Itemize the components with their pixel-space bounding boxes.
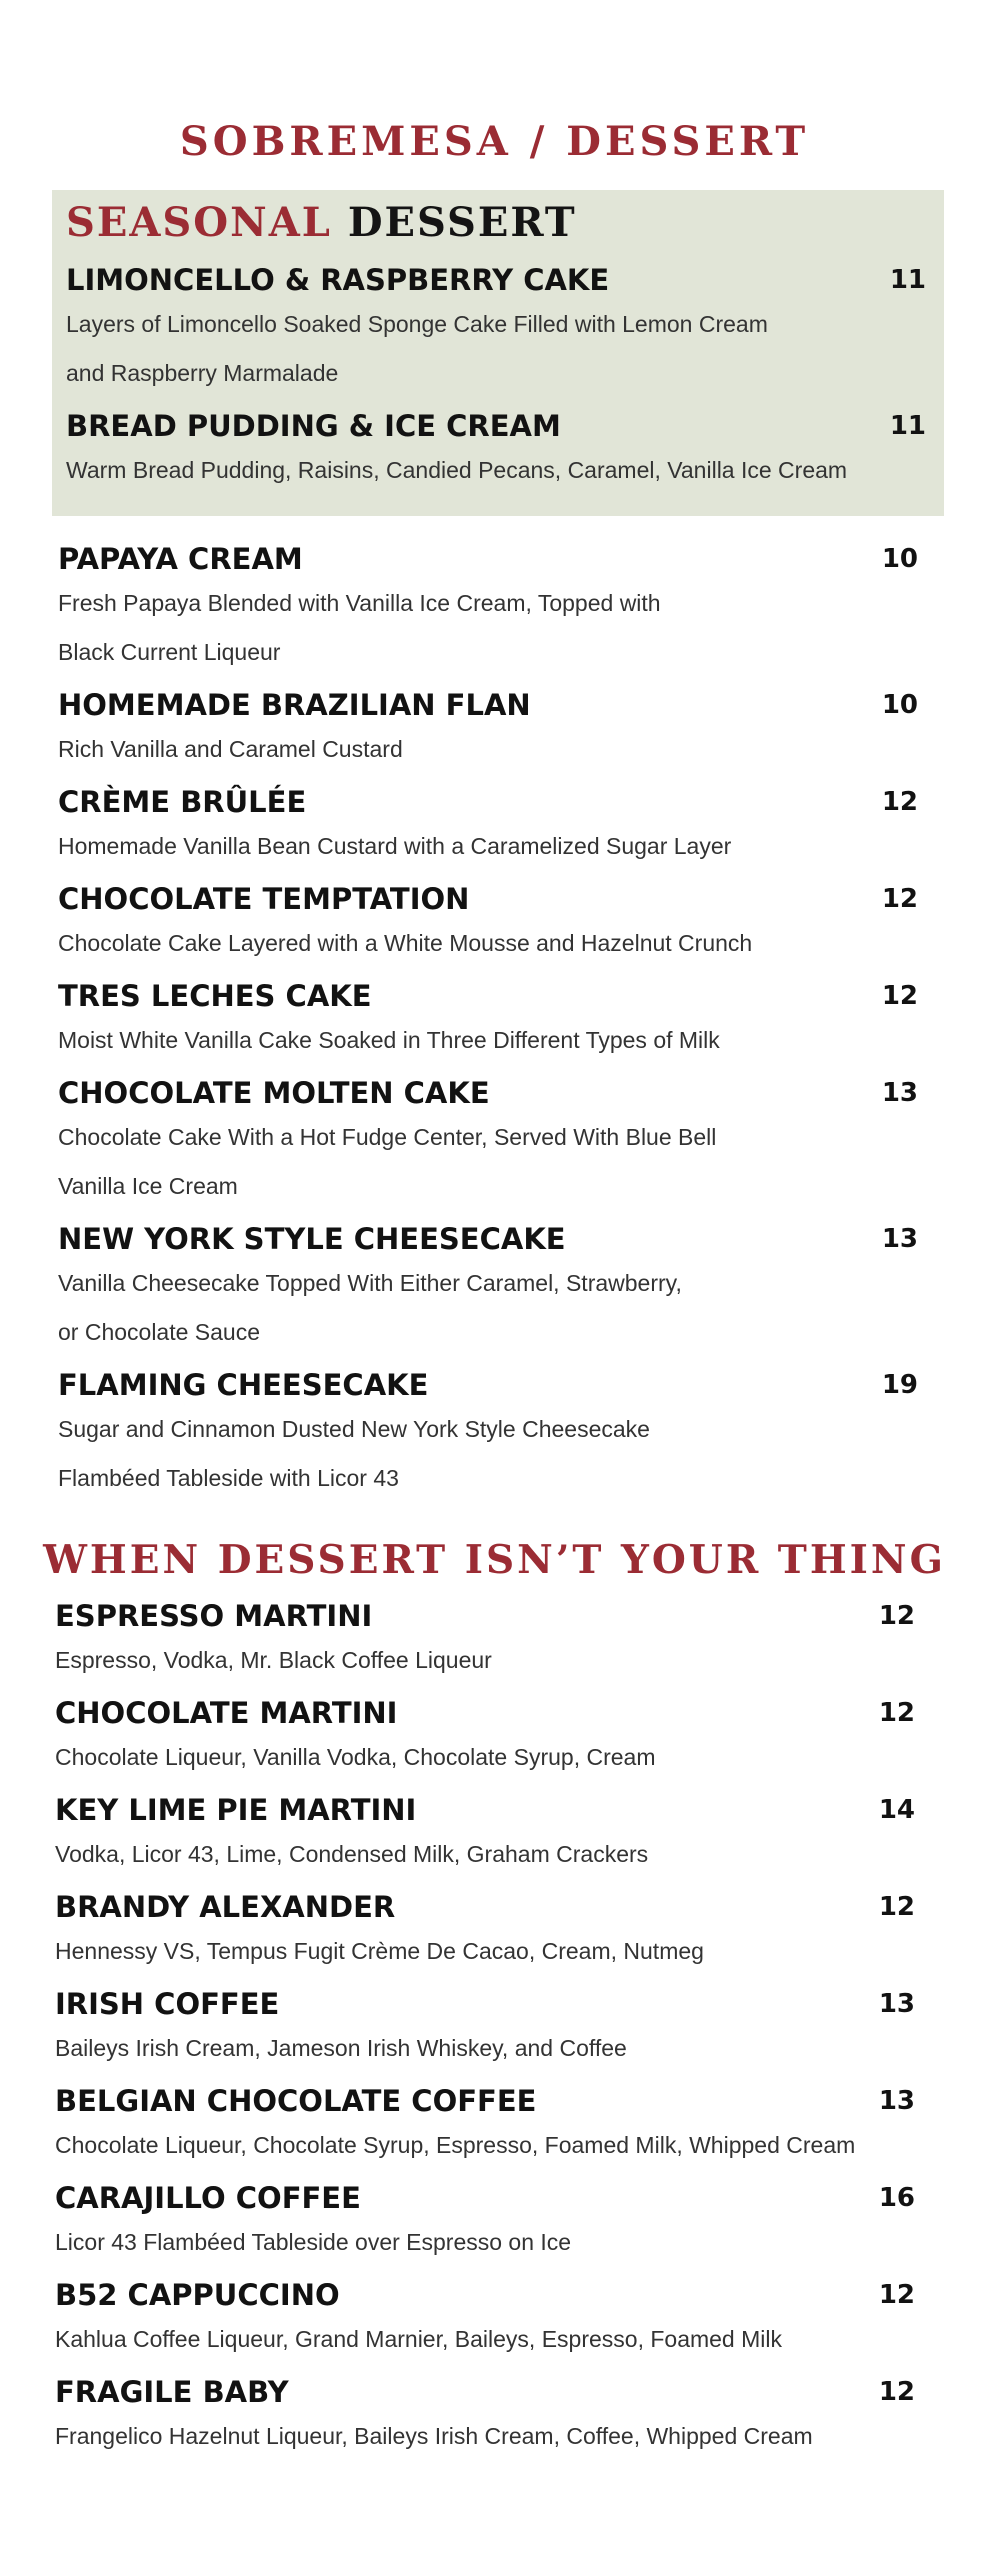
dessert-item-description: or Chocolate Sauce — [58, 1319, 261, 1345]
drink-item-price: 14 — [878, 1795, 915, 1825]
dessert-item-description: Vanilla Cheesecake Topped With Either Caramel, Strawberry, — [58, 1270, 682, 1296]
dessert-item-description: Flambéed Tableside with Licor 43 — [58, 1465, 399, 1491]
drink-item-name: FRAGILE BABY — [55, 2375, 289, 2409]
drink-item-description: Vodka, Licor 43, Lime, Condensed Milk, Graham Crackers — [55, 1841, 649, 1867]
dessert-item-description: Homemade Vanilla Bean Custard with a Caramelized Sugar Layer — [58, 833, 732, 859]
drink-item-price: 13 — [878, 1989, 915, 2019]
dessert-item-price: 13 — [881, 1224, 918, 1254]
seasonal-panel — [52, 190, 944, 516]
dessert-item-description: Sugar and Cinnamon Dusted New York Style Cheesecake — [58, 1416, 650, 1442]
drink-item-price: 12 — [878, 2280, 915, 2310]
seasonal-item-description: Warm Bread Pudding, Raisins, Candied Pecans, Caramel, Vanilla Ice Cream — [66, 457, 848, 483]
drink-item-name: KEY LIME PIE MARTINI — [55, 1793, 417, 1827]
dessert-item-name: CRÈME BRÛLÉE — [58, 785, 307, 819]
dessert-item-description: Chocolate Cake With a Hot Fudge Center, Served With Blue Bell — [58, 1124, 717, 1150]
drink-item-description: Chocolate Liqueur, Vanilla Vodka, Chocolate Syrup, Cream — [55, 1744, 656, 1770]
drink-item-description: Chocolate Liqueur, Chocolate Syrup, Espresso, Foamed Milk, Whipped Cream — [55, 2132, 856, 2158]
seasonal-item-description: Layers of Limoncello Soaked Sponge Cake Filled with Lemon Cream — [66, 311, 768, 337]
drink-item-description: Licor 43 Flambéed Tableside over Espresso on Ice — [55, 2229, 572, 2255]
page-title: SOBREMESA / DESSERT — [179, 118, 810, 165]
dessert-item-price: 13 — [881, 1078, 918, 1108]
drink-item-price: 12 — [878, 2377, 915, 2407]
drink-item-name: B52 CAPPUCCINO — [55, 2278, 340, 2312]
drink-item-price: 12 — [878, 1698, 915, 1728]
dessert-item-description: Black Current Liqueur — [58, 639, 281, 665]
dessert-item-name: TRES LECHES CAKE — [58, 979, 372, 1013]
seasonal-heading-accent: SEASONAL — [66, 199, 332, 246]
drink-item-name: BELGIAN CHOCOLATE COFFEE — [55, 2084, 537, 2118]
drink-item-description: Frangelico Hazelnut Liqueur, Baileys Irish Cream, Coffee, Whipped Cream — [55, 2423, 813, 2449]
drink-item-price: 12 — [878, 1601, 915, 1631]
dessert-item-name: CHOCOLATE MOLTEN CAKE — [58, 1076, 490, 1110]
seasonal-item-price: 11 — [889, 411, 926, 441]
seasonal-heading-rest: DESSERT — [347, 199, 577, 246]
dessert-item-price: 19 — [881, 1370, 918, 1400]
drink-item-price: 13 — [878, 2086, 915, 2116]
dessert-item-description: Moist White Vanilla Cake Soaked in Three Different Types of Milk — [58, 1027, 720, 1053]
drink-item-name: IRISH COFFEE — [55, 1987, 280, 2021]
drink-item-name: BRANDY ALEXANDER — [55, 1890, 396, 1924]
dessert-item-price: 12 — [881, 787, 918, 817]
drink-item-price: 16 — [878, 2183, 915, 2213]
dessert-item-price: 12 — [881, 981, 918, 1011]
drink-item-description: Baileys Irish Cream, Jameson Irish Whiskey, and Coffee — [55, 2035, 627, 2061]
dessert-item-name: PAPAYA CREAM — [58, 542, 303, 576]
drink-item-name: ESPRESSO MARTINI — [55, 1599, 373, 1633]
dessert-item-description: Chocolate Cake Layered with a White Mousse and Hazelnut Crunch — [58, 930, 753, 956]
drink-item-description: Kahlua Coffee Liqueur, Grand Marnier, Baileys, Espresso, Foamed Milk — [55, 2326, 782, 2352]
drink-item-description: Espresso, Vodka, Mr. Black Coffee Liqueur — [55, 1647, 492, 1673]
drinks-heading: WHEN DESSERT ISN’T YOUR THING — [43, 1537, 946, 1583]
dessert-item-price: 10 — [881, 544, 918, 574]
dessert-item-name: NEW YORK STYLE CHEESECAKE — [58, 1222, 566, 1256]
seasonal-item-name: BREAD PUDDING & ICE CREAM — [66, 409, 561, 443]
dessert-item-name: CHOCOLATE TEMPTATION — [58, 882, 470, 916]
drink-item-name: CARAJILLO COFFEE — [55, 2181, 361, 2215]
seasonal-item-name: LIMONCELLO & RASPBERRY CAKE — [66, 263, 610, 297]
dessert-item-description: Fresh Papaya Blended with Vanilla Ice Cream, Topped with — [58, 590, 661, 616]
dessert-item-name: HOMEMADE BRAZILIAN FLAN — [58, 688, 531, 722]
drink-item-price: 12 — [878, 1892, 915, 1922]
dessert-item-price: 10 — [881, 690, 918, 720]
dessert-item-name: FLAMING CHEESECAKE — [58, 1368, 429, 1402]
drink-item-description: Hennessy VS, Tempus Fugit Crème De Cacao, Cream, Nutmeg — [55, 1938, 704, 1964]
dessert-item-description: Vanilla Ice Cream — [58, 1173, 238, 1199]
drink-item-name: CHOCOLATE MARTINI — [55, 1696, 398, 1730]
seasonal-item-description: and Raspberry Marmalade — [66, 360, 339, 386]
seasonal-item-price: 11 — [889, 265, 926, 295]
dessert-item-price: 12 — [881, 884, 918, 914]
dessert-item-description: Rich Vanilla and Caramel Custard — [58, 736, 403, 762]
seasonal-heading — [66, 198, 577, 248]
